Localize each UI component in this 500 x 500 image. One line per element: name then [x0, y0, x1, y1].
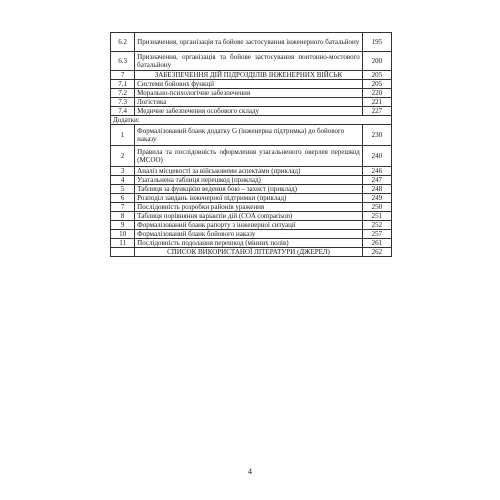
toc-row-number: 1	[111, 125, 135, 146]
toc-row-number: 2	[111, 146, 135, 167]
toc-row	[111, 194, 392, 203]
toc-row	[111, 248, 392, 257]
toc-row	[111, 89, 392, 98]
toc-row	[111, 146, 392, 167]
toc-row-number: 11	[111, 239, 135, 248]
toc-row-title: Морально-психологічне забезпечення	[135, 89, 363, 98]
toc-row-page: 248	[362, 185, 391, 194]
toc-row-number: 6.2	[111, 33, 135, 52]
toc-row-number: 9	[111, 221, 135, 230]
toc-row-page: 220	[362, 89, 391, 98]
toc-row-page: 250	[362, 203, 391, 212]
toc-row-title: ЗАБЕЗПЕЧЕННЯ ДІЙ ПІДРОЗДІЛІВ ІНЖЕНЕРНИХ ВІЙСЬК	[135, 71, 363, 80]
page-number: 4	[248, 467, 252, 476]
toc-row-page: 251	[362, 212, 391, 221]
toc-row-number: 7.2	[111, 89, 135, 98]
toc-row-number: 5	[111, 185, 135, 194]
toc-row-page: 246	[362, 167, 391, 176]
toc-row	[111, 221, 392, 230]
toc-row-title: Аналіз місцевості за військовими аспектами (приклад)	[135, 167, 363, 176]
toc-appendices-row	[111, 116, 392, 125]
toc-row	[111, 107, 392, 116]
toc-row-title: Логістика	[135, 98, 363, 107]
toc-row-number: 10	[111, 230, 135, 239]
toc-row-page: 205	[362, 71, 391, 80]
toc-row	[111, 98, 392, 107]
toc-row-page: 230	[362, 125, 391, 146]
toc-row-title: Правила та послідовність оформлення узагальненого оверлея перешкод (МСОО)	[135, 146, 363, 167]
toc-row	[111, 71, 392, 80]
toc-row-number: 7.3	[111, 98, 135, 107]
toc-row-title: Розподіл завдань інженерної підтримки (приклад)	[135, 194, 363, 203]
toc-row-number: 6	[111, 194, 135, 203]
toc-row-title: Послідовність подолання перешкод (мінних полів)	[135, 239, 363, 248]
toc-row	[111, 167, 392, 176]
toc-row-page: 249	[362, 194, 391, 203]
toc-row-title: Формалізований бланк рапорту з інженерної ситуації	[135, 221, 363, 230]
toc-row	[111, 230, 392, 239]
toc-row-title: Таблиця за функцією ведення бою – захист (приклад)	[135, 185, 363, 194]
toc-row-page: 195	[362, 33, 391, 52]
appendices-label: Додатки:	[111, 116, 392, 125]
toc-row-number: 3	[111, 167, 135, 176]
toc-row-title: Узагальнена таблиця перешкод (приклад)	[135, 176, 363, 185]
table-of-contents	[110, 32, 392, 257]
toc-row-number: 6.3	[111, 52, 135, 71]
toc-row-number: 7.1	[111, 80, 135, 89]
toc-row-number: 4	[111, 176, 135, 185]
toc-row-title: СПИСОК ВИКОРИСТАНОЇ ЛІТЕРАТУРИ (ДЖЕРЕЛ)	[135, 248, 363, 257]
toc-row-page: 200	[362, 52, 391, 71]
toc-row-number: 7.4	[111, 107, 135, 116]
toc-row	[111, 185, 392, 194]
toc-row	[111, 33, 392, 52]
toc-row-page: 247	[362, 176, 391, 185]
toc-row-page: 261	[362, 239, 391, 248]
toc-row-number	[111, 248, 135, 257]
toc-row-page: 257	[362, 230, 391, 239]
toc-row-title: Послідовність розробки районів ураження	[135, 203, 363, 212]
toc-row-title: Формалізований бланк додатку G (інженерна підтримка) до бойового наказу	[135, 125, 363, 146]
toc-row-number: 7	[111, 71, 135, 80]
toc-row-page: 205	[362, 80, 391, 89]
toc-row	[111, 80, 392, 89]
toc-row	[111, 176, 392, 185]
toc-row-title: Системи бойових функції	[135, 80, 363, 89]
toc-row	[111, 125, 392, 146]
toc-row	[111, 52, 392, 71]
toc-row-title: Формалізований бланк бойового наказу	[135, 230, 363, 239]
toc-row-title: Таблиця порівняння варіантів дій (COA comparison)	[135, 212, 363, 221]
toc-row-page: 262	[362, 248, 391, 257]
toc-row	[111, 239, 392, 248]
toc-row-number: 8	[111, 212, 135, 221]
toc-row-title: Призначення, організація та бойове застосування понтонно-мостового батальйону	[135, 52, 363, 71]
toc-row-title: Медичне забезпечення особового складу	[135, 107, 363, 116]
toc-row	[111, 203, 392, 212]
toc-row-page: 252	[362, 221, 391, 230]
toc-row-page: 227	[362, 107, 391, 116]
toc-row	[111, 212, 392, 221]
toc-row-number: 7	[111, 203, 135, 212]
toc-row-title: Призначення, організація та бойове застосування інженерного батальйону	[135, 33, 363, 52]
toc-row-page: 240	[362, 146, 391, 167]
toc-row-page: 221	[362, 98, 391, 107]
